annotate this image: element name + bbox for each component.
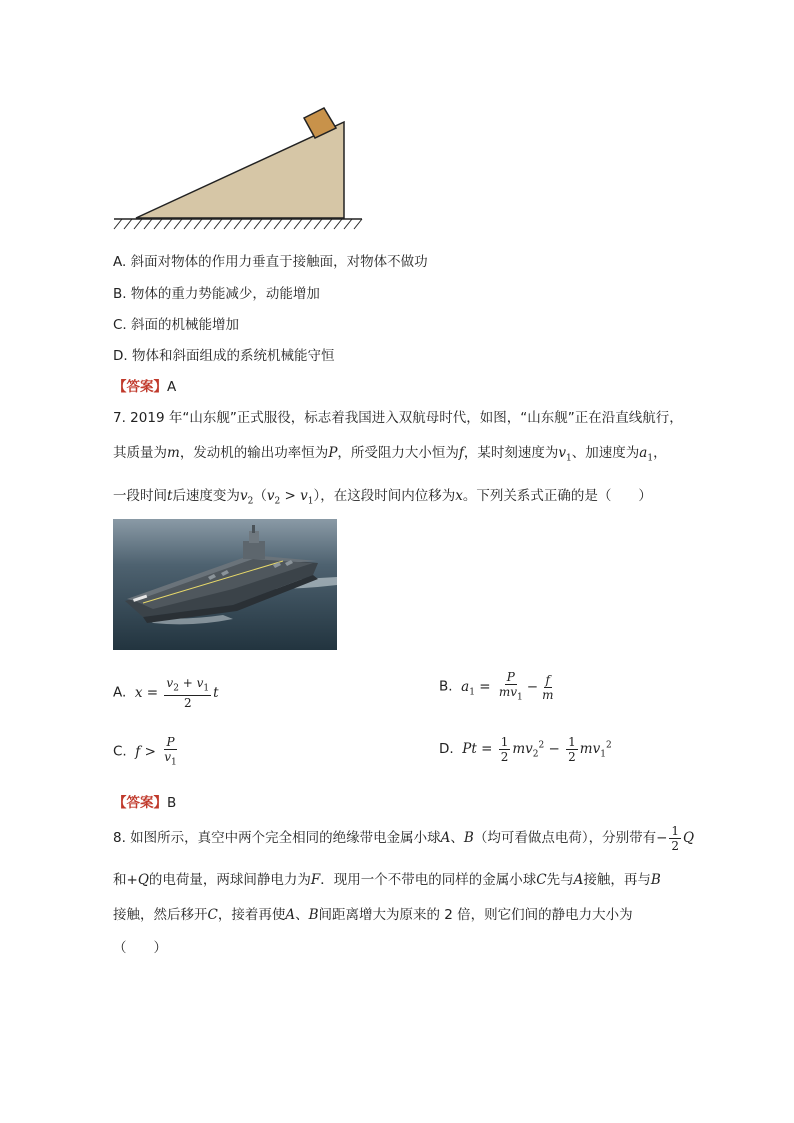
q7-text: 、加速度为 (571, 445, 640, 461)
var-P: P (328, 445, 338, 461)
option-text: 斜面的机械能增加 (131, 317, 240, 333)
q8-text: 接触，再与 (583, 872, 651, 888)
var-B: B (463, 830, 474, 846)
var-Q: Q (137, 872, 149, 888)
option-letter: B. (113, 286, 127, 302)
var-B: B (308, 907, 319, 923)
var-A: A (285, 907, 296, 923)
q6-option-d (113, 344, 334, 364)
q7-text: ，所受阻力大小恒为 (337, 445, 459, 461)
option-letter: B. (439, 678, 453, 695)
q7-option-d (439, 735, 612, 764)
q7-stem-line2 (113, 441, 667, 464)
incline-diagram (108, 100, 368, 230)
q8-text: ，接着再使 (217, 907, 286, 923)
var-m: m (167, 445, 180, 461)
option-letter: C. (113, 317, 127, 333)
q7-text: 其质量为 (113, 445, 167, 461)
var-f: f (458, 445, 464, 461)
var-v2: $v_2$ (239, 488, 254, 507)
option-b-formula: $a_1$ = $\frac{P}{mv_1}$ − $\frac{f}{m}$ (456, 670, 554, 703)
incline-wedge (136, 122, 344, 218)
var-t: t (167, 488, 173, 504)
q8-text: 、 (450, 830, 464, 846)
option-a-formula: x = $\frac{v_2 + v_1}{2}$ t (130, 676, 219, 711)
q7-text: ，某时刻速度为 (463, 445, 559, 461)
var-C: C (207, 907, 218, 923)
option-text: 物体的重力势能减少，动能增加 (130, 286, 320, 302)
option-text: 物体和斜面组成的系统机械能守恒 (131, 348, 335, 364)
option-letter: A. (113, 254, 127, 270)
q7-text: ，发动机的输出功率恒为 (179, 445, 329, 461)
q8-text: 8. 如图所示，真空中两个完全相同的绝缘带电金属小球 (113, 830, 441, 846)
q6-option-c (113, 313, 239, 333)
q7-stem-line1 (113, 406, 683, 426)
q7-option-c (113, 735, 181, 769)
q7-answer (113, 791, 176, 811)
q8-text: 间距离增大为原来的 2 倍，则它们间的静电力大小为 (318, 907, 633, 923)
aircraft-carrier-photo (113, 519, 337, 650)
q7-text: 7. 2019 年“山东舰”正式服役，标志着我国进入双航母时代，如图，“山东舰”正在沿直线航行， (113, 410, 683, 426)
q7-text: ），在这段时间内位移为 (313, 488, 456, 504)
q8-stem-line1 (113, 824, 694, 853)
q8-text: （均可看做点电荷），分别带有 (473, 830, 657, 846)
q8-text: 和+ (113, 872, 138, 888)
q8-text: ．现用一个不带电的同样的金属小球 (320, 872, 537, 888)
q6-option-a (113, 250, 428, 270)
q7-text: ， (653, 445, 667, 461)
option-text: 斜面对物体的作用力垂直于接触面，对物体不做功 (130, 254, 428, 270)
q7-text: （ (253, 488, 267, 504)
q7-option-a (113, 676, 219, 710)
answer-label: 【答案】 (113, 379, 167, 395)
var-F: F (310, 872, 321, 888)
var-v1: $v_1$ (558, 445, 572, 464)
q7-text: 。下列关系式正确的是（ ） (462, 488, 652, 504)
q8-text: 接触，然后移开 (113, 907, 208, 923)
q8-text: 的电荷量，两球间静电力为 (148, 872, 311, 888)
option-letter: C. (113, 743, 127, 760)
inequality-v2-gt-v1: $v_2 > v_1$ (266, 488, 314, 507)
ground-hatching (114, 219, 362, 229)
q7-text: 一段时间 (113, 488, 167, 504)
option-c-formula: f > $\frac{P}{v_1}$ (131, 735, 177, 768)
var-B: B (650, 872, 661, 888)
answer-label: 【答案】 (113, 795, 167, 811)
q7-option-b (439, 670, 557, 704)
q8-stem-line2 (113, 868, 661, 888)
option-letter: A. (113, 684, 127, 701)
q8-stem-line4 (113, 936, 167, 956)
answer-blank: （ ） (113, 940, 167, 956)
q8-text: 先与 (546, 872, 574, 888)
answer-value: A (167, 379, 177, 395)
q8-text: 、 (295, 907, 309, 923)
var-a1: $a_1$ (639, 445, 654, 464)
option-d-formula: Pt = $\frac{1}{2}$ $mv_2^2$ − $\frac{1}{2}$ $mv_1^2$ (457, 735, 612, 764)
q7-stem-line3 (113, 484, 652, 507)
var-C: C (536, 872, 547, 888)
charge-neg-half-q: − $\frac{1}{2}$ Q (656, 824, 695, 853)
option-letter: D. (113, 348, 128, 364)
var-A: A (573, 872, 584, 888)
q7-text: 后速度变为 (172, 488, 240, 504)
q8-stem-line3 (113, 903, 633, 923)
q6-option-b (113, 282, 320, 302)
option-letter: D. (439, 741, 454, 757)
q6-answer (113, 375, 176, 395)
answer-value: B (167, 795, 177, 811)
var-A: A (440, 830, 451, 846)
var-x: x (455, 488, 463, 504)
